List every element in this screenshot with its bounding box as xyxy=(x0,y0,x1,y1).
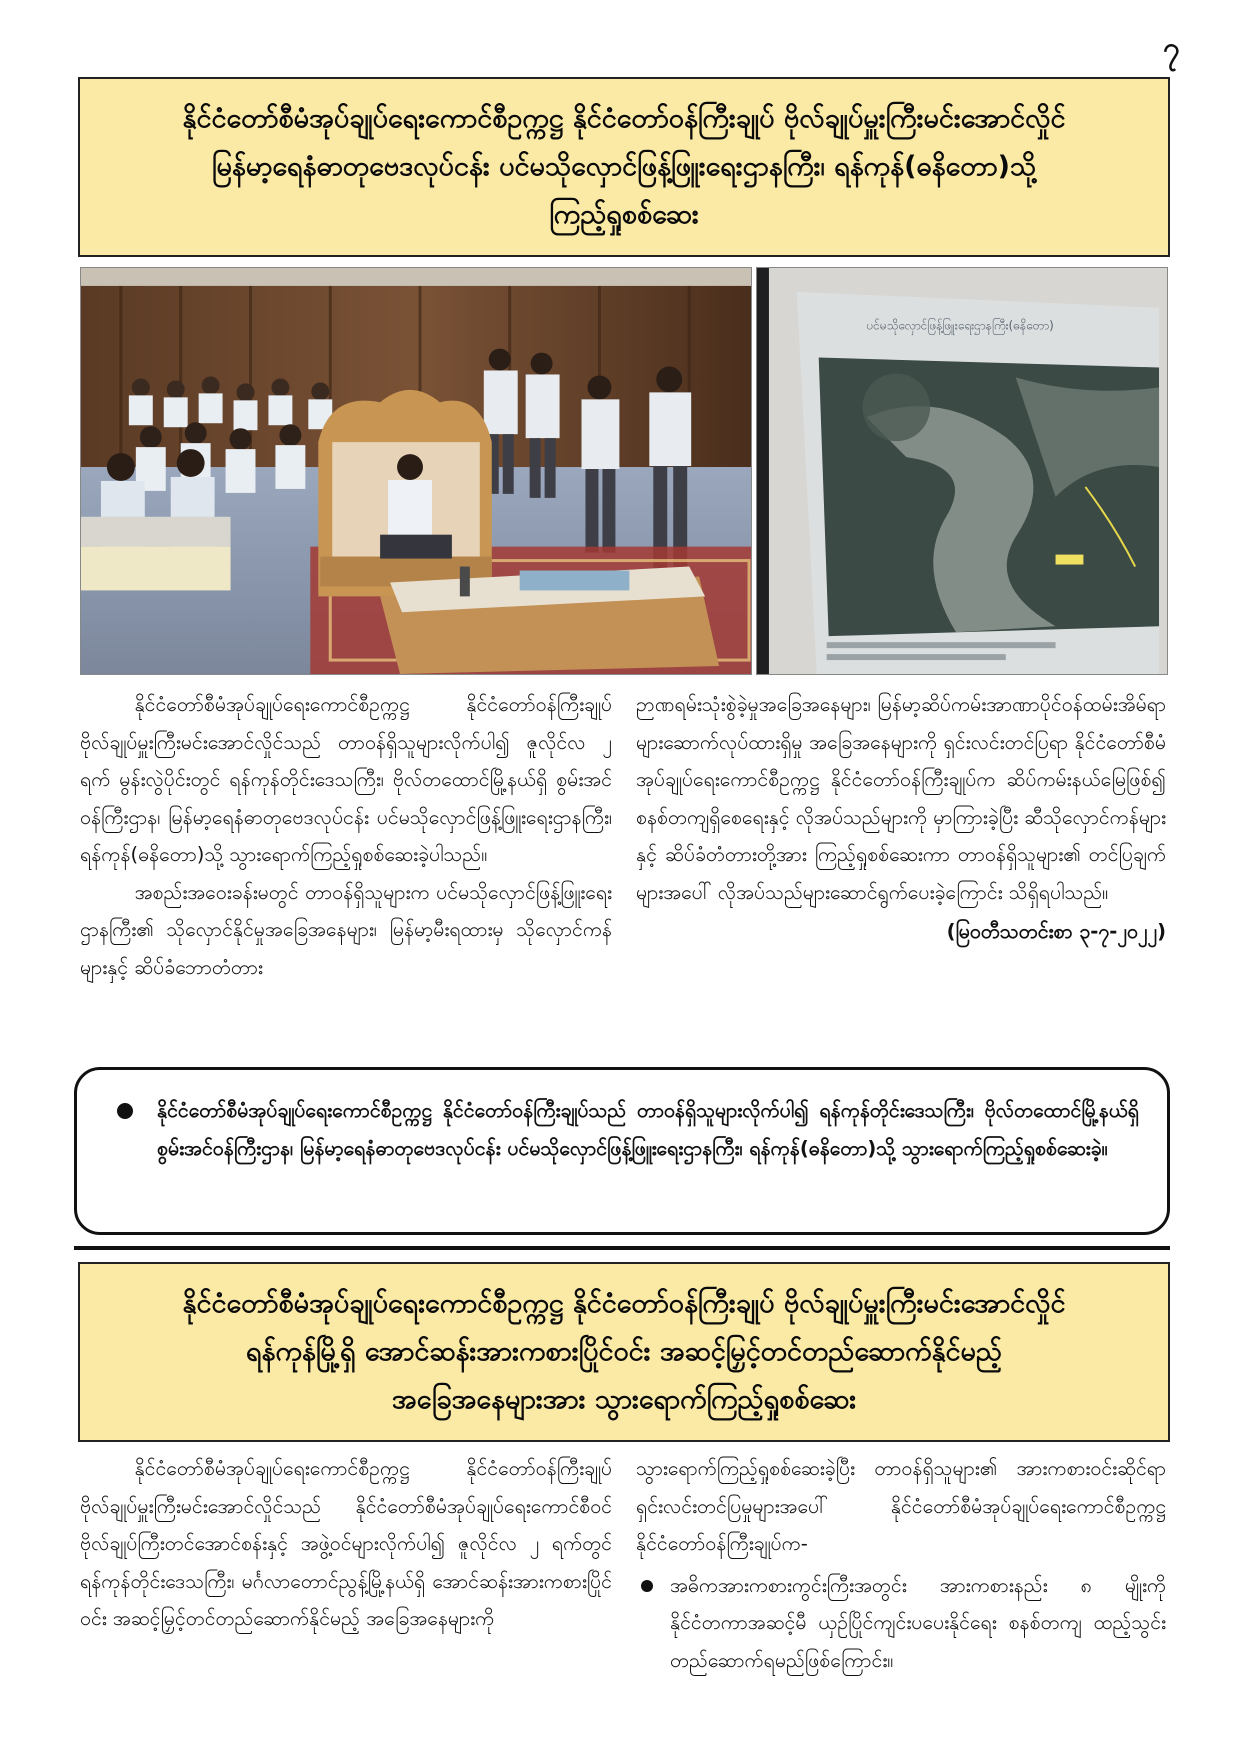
article2-headline xyxy=(78,1262,1170,1442)
meeting-hall-photo xyxy=(80,267,752,675)
bullet-icon xyxy=(640,1579,654,1593)
page-number: ၇ xyxy=(1163,31,1180,66)
article2-headline-line3: အခြေအနေများအား သွားရောက်ကြည့်ရှုစစ်ဆေး xyxy=(391,1384,857,1415)
article1-paragraph-3: ဉာဏရမ်းသုံးစွဲခဲ့မှုအခြေအနေများ၊ မြန်မာ့ဆိပ်ကမ်းအာဏာပိုင်ဝန်ထမ်းအိမ်ရာများဆောက်လုပ်ထားရှိမှု အခြေအနေများကို ရှင်းလင်းတင်ပြရာ နိုင်ငံတော်စီမံအုပ်ချုပ်ရေးကောင်စီဥက္ကဋ္ဌ နိုင်ငံတော်ဝန်ကြီးချုပ်က ဆိပ်ကမ်းနယ်မြေဖြစ်၍ စနစ်တကျရှိစေရေးနှင့် လိုအပ်သည်များကို မှာကြားခဲ့ပြီး ဆီသိုလှောင်ကန်များနှင့် ဆိပ်ခံတံတားတို့အား ကြည့်ရှုစစ်ဆေးကာ တာဝန်ရှိသူများ၏ တင်ပြချက်များအပေါ် လိုအပ်သည်များဆောင်ရွက်ပေးခဲ့ကြောင်း သိရှိရပါသည်။ xyxy=(636,693,1167,904)
article1-paragraph-2: အစည်းအဝေးခန်းမတွင် တာဝန်ရှိသူများက ပင်မသိုလှောင်ဖြန့်ဖြူးရေးဌာနကြီး၏ သိုလှောင်နိုင်မှုအခြေအနေများ၊ မြန်မာ့မီးရထားမှ သိုလှောင်ကန်များနှင့် ဆိပ်ခံဘောတံတား xyxy=(80,880,612,979)
bullet-icon xyxy=(115,1101,135,1121)
highlight-item xyxy=(115,1092,1139,1168)
article2-bullet-item xyxy=(636,1567,1166,1680)
article1-column-1 xyxy=(80,686,612,986)
meeting-photo-illustration xyxy=(81,268,751,674)
article1-headline-line3: ကြည့်ရှုစစ်ဆေး xyxy=(549,199,699,230)
section-divider xyxy=(74,1246,1170,1250)
article2-column-1 xyxy=(80,1450,612,1638)
highlight-box xyxy=(74,1067,1170,1235)
article2-paragraph-2: သွားရောက်ကြည့်ရှုစစ်ဆေးခဲ့ပြီး တာဝန်ရှိသူများ၏ အားကစားဝင်းဆိုင်ရာ ရှင်းလင်းတင်ပြမှုများအပေါ် နိုင်ငံတော်စီမံအုပ်ချုပ်ရေးကောင်စီဥက္ကဋ္ဌ နိုင်ငံတော်ဝန်ကြီးချုပ်က- xyxy=(636,1457,1166,1555)
article1-headline-line2: မြန်မာ့ရေနံဓာတုဗေဒလုပ်ငန်း ပင်မသိုလှောင်ဖြန့်ဖြူးရေးဌာနကြီး၊ ရန်ကုန်(ဓနိတော)သို့ xyxy=(211,151,1037,182)
article2-paragraph-1: နိုင်ငံတော်စီမံအုပ်ချုပ်ရေးကောင်စီဥက္ကဋ္ဌ နိုင်ငံတော်ဝန်ကြီးချုပ် ဗိုလ်ချုပ်မှူးကြီးမင်းအောင်လှိုင်သည် နိုင်ငံတော်စီမံအုပ်ချုပ်ရေးကောင်စီဝင် ဗိုလ်ချုပ်ကြီးတင်အောင်စန်းနှင့် အဖွဲ့ဝင်များလိုက်ပါ၍ ဇူလိုင်လ ၂ ရက်တွင် ရန်ကုန်တိုင်းဒေသကြီး၊ မင်္ဂလာတောင်ညွန့်မြို့နယ်ရှိ အောင်ဆန်းအားကစားပြိုင်ဝင်း အဆင့်မြှင့်တင်တည်ဆောက်နိုင်မည့် အခြေအနေများကို xyxy=(80,1457,612,1630)
article1-column-2 xyxy=(636,686,1166,951)
article2-headline-line2: ရန်ကုန်မြို့ရှိ အောင်ဆန်းအားကစားပြိုင်ဝင်း အဆင့်မြှင့်တင်တည်ဆောက်နိုင်မည့် xyxy=(245,1336,1003,1367)
article1-paragraph-1: နိုင်ငံတော်စီမံအုပ်ချုပ်ရေးကောင်စီဥက္ကဋ္ဌ နိုင်ငံတော်ဝန်ကြီးချုပ် ဗိုလ်ချုပ်မှူးကြီးမင်းအောင်လှိုင်သည် တာဝန်ရှိသူများလိုက်ပါ၍ ဇူလိုင်လ ၂ ရက် မွန်းလွဲပိုင်းတွင် ရန်ကုန်တိုင်းဒေသကြီး၊ ဗိုလ်တထောင်မြို့နယ်ရှိ စွမ်းအင်ဝန်ကြီးဌာန၊ မြန်မာ့ရေနံဓာတုဗေဒလုပ်ငန်း ပင်မသိုလှောင်ဖြန့်ဖြူးရေးဌာနကြီး၊ ရန်ကုန်(ဓနိတော)သို့ သွားရောက်ကြည့်ရှုစစ်ဆေးခဲ့ပါသည်။ xyxy=(80,693,612,866)
projector-screen-photo xyxy=(756,267,1168,675)
article1-headline xyxy=(78,77,1170,257)
screen-caption: ပင်မသိုလှောင်ဖြန့်ဖြူးရေးဌာနကြီး(ဓနိတော) xyxy=(866,318,1054,333)
article1-source: (မြဝတီသတင်းစာ ၃-၇-၂၀၂၂) xyxy=(946,920,1166,943)
article2-headline-line1: နိုင်ငံတော်စီမံအုပ်ချုပ်ရေးကောင်စီဥက္ကဋ္ဌ နိုင်ငံတော်ဝန်ကြီးချုပ် ဗိုလ်ချုပ်မှူးကြီးမင်းအောင်လှိုင် xyxy=(182,1288,1066,1319)
article1-headline-line1: နိုင်ငံတော်စီမံအုပ်ချုပ်ရေးကောင်စီဥက္ကဋ္ဌ နိုင်ငံတော်ဝန်ကြီးချုပ် ဗိုလ်ချုပ်မှူးကြီးမင်းအောင်လှိုင် xyxy=(182,103,1066,134)
article2-column-2 xyxy=(636,1450,1166,1679)
article2-bullet-text: အဓိကအားကစားကွင်းကြီးအတွင်း အားကစားနည်း ၈ မျိုးကို နိုင်ငံတကာအဆင့်မီ ယှဉ်ပြိုင်ကျင်းပပေးနိုင်ရေး စနစ်တကျ ထည့်သွင်းတည်ဆောက်ရမည်ဖြစ်ကြောင်း။ xyxy=(670,1573,1166,1672)
projector-photo-illustration xyxy=(757,268,1167,674)
highlight-text: နိုင်ငံတော်စီမံအုပ်ချုပ်ရေးကောင်စီဥက္ကဋ္ဌ နိုင်ငံတော်ဝန်ကြီးချုပ်သည် တာဝန်ရှိသူများလိုက်ပါ၍ ရန်ကုန်တိုင်းဒေသကြီး၊ ဗိုလ်တထောင်မြို့နယ်ရှိ စွမ်းအင်ဝန်ကြီးဌာန၊ မြန်မာ့ရေနံဓာတုဗေဒလုပ်ငန်း ပင်မသိုလှောင်ဖြန့်ဖြူးရေးဌာနကြီး၊ ရန်ကုန်(ဓနိတော)သို့ သွားရောက်ကြည့်ရှုစစ်ဆေးခဲ့။ xyxy=(157,1099,1139,1160)
